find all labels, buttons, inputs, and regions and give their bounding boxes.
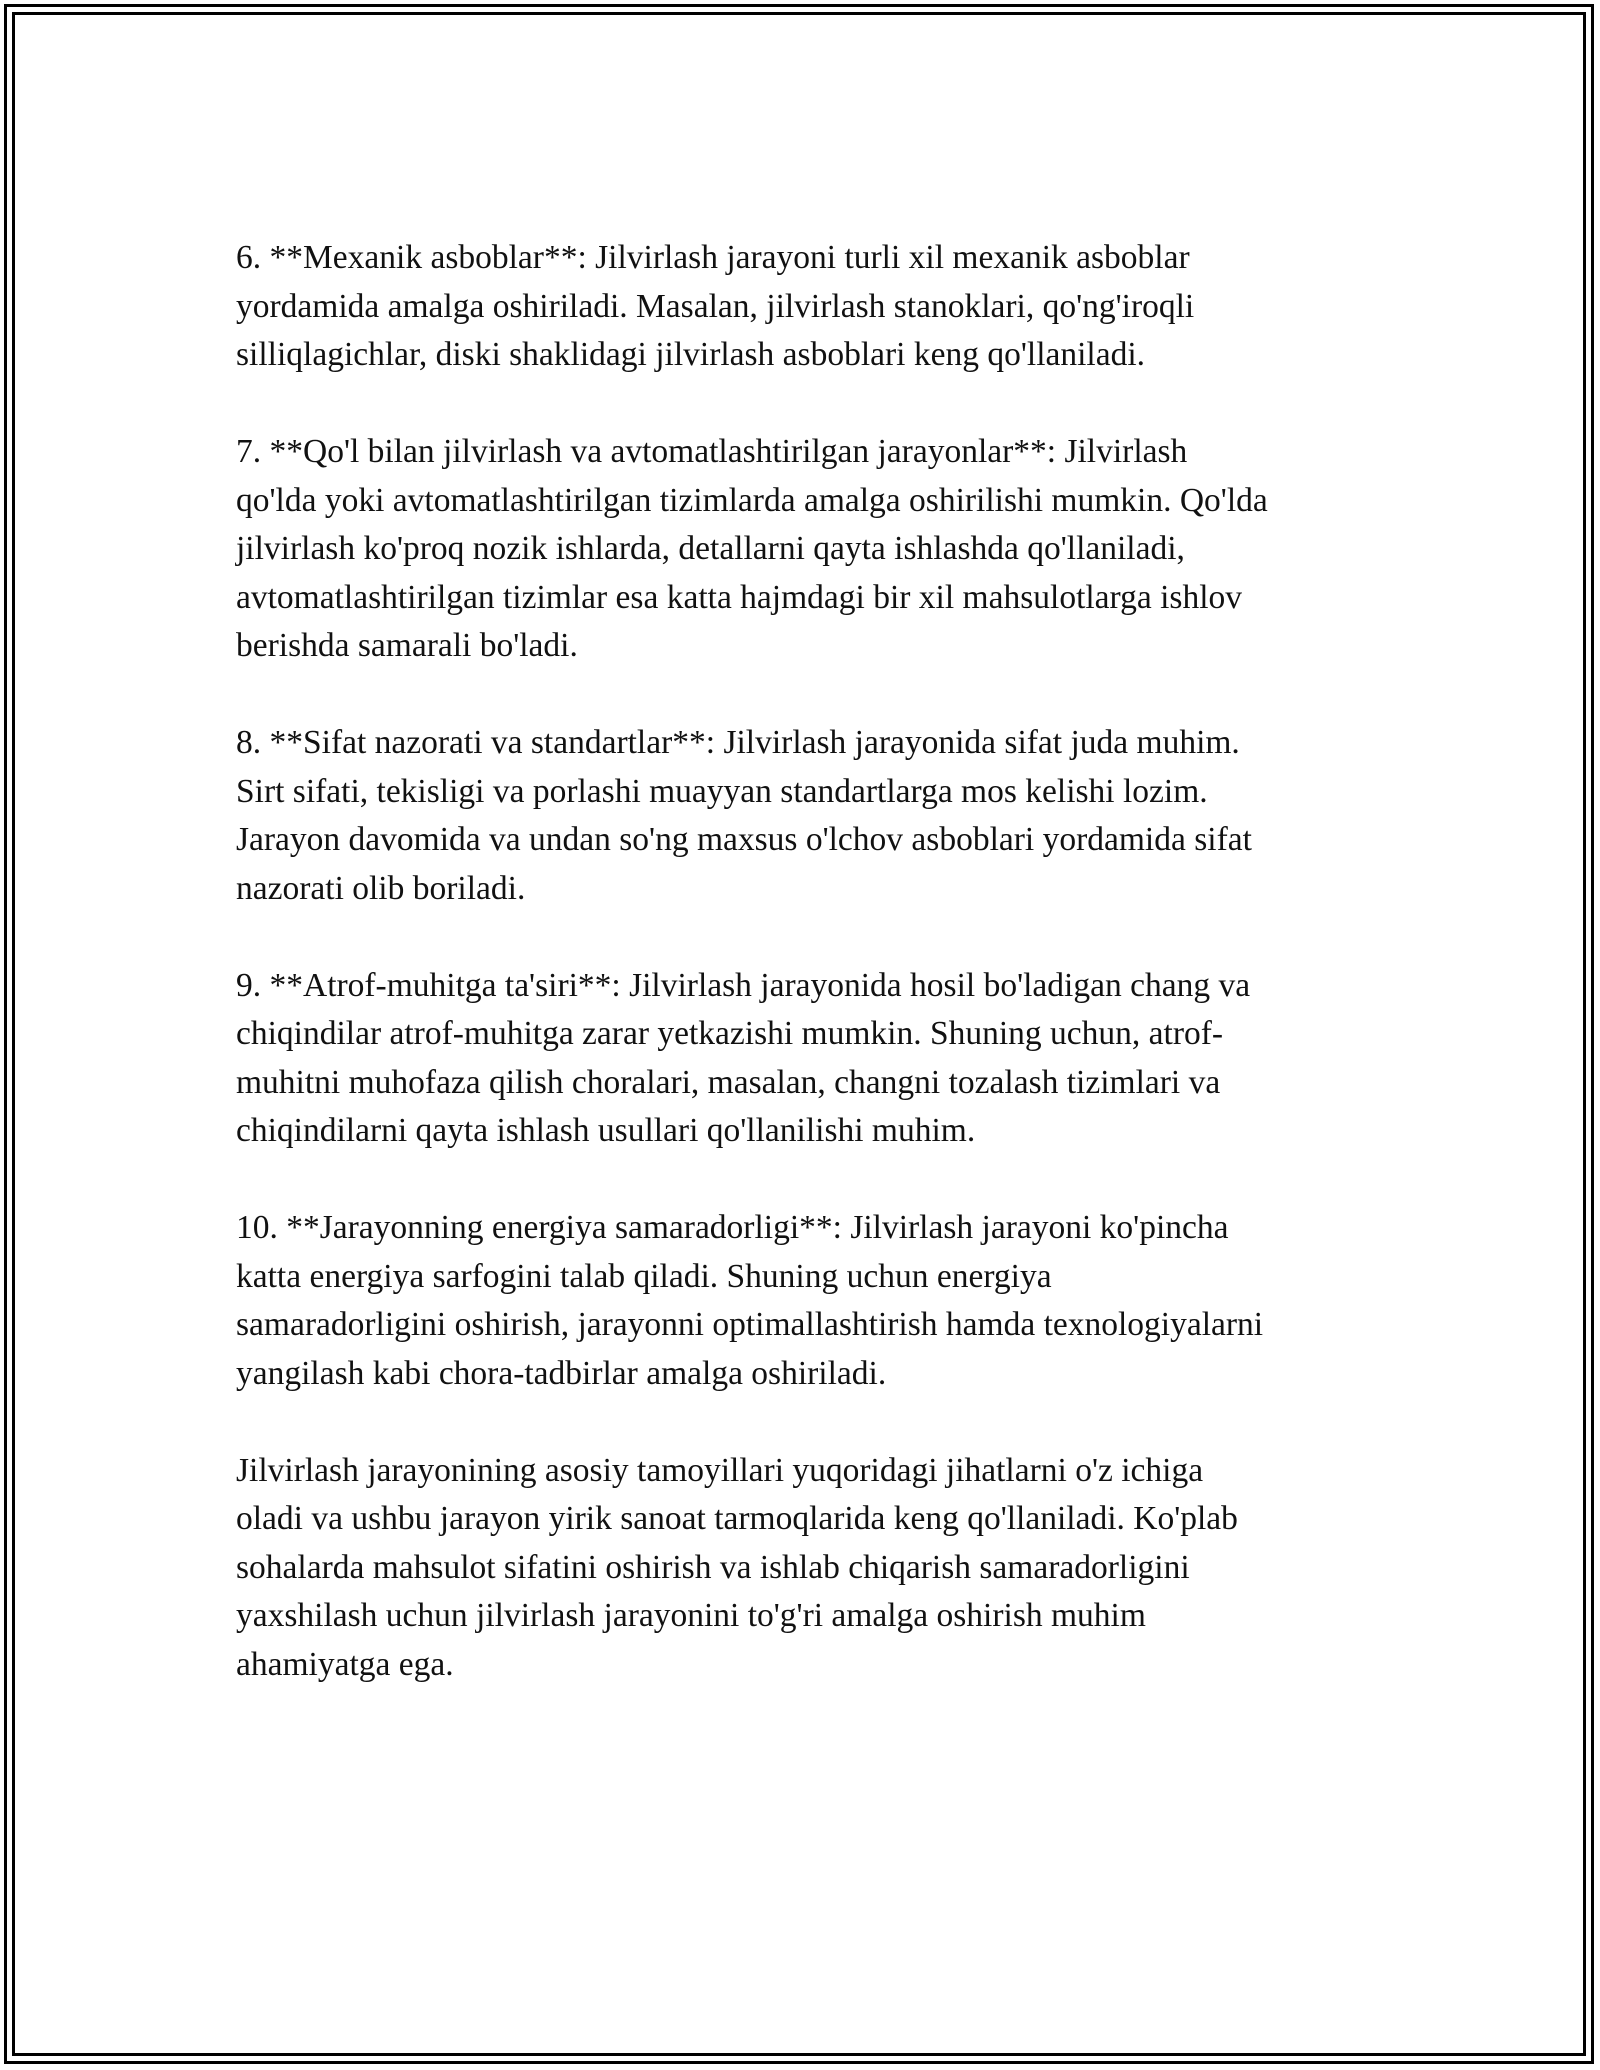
- document-body: [236, 234, 1366, 1738]
- text-line: qo'lda yoki avtomatlashtirilgan tizimlarda amalga oshirilishi mumkin. Qo'lda: [236, 481, 1268, 519]
- paragraph-sifat-nazorati: [236, 719, 1366, 913]
- text-line: yordamida amalga oshiriladi. Masalan, jilvirlash stanoklari, qo'ng'iroqli: [236, 287, 1195, 325]
- text-line: chiqindilar atrof-muhitga zarar yetkazishi mumkin. Shuning uchun, atrof-: [236, 1015, 1224, 1052]
- text-line: Jarayon davomida va undan so'ng maxsus o'lchov asboblari yordamida sifat: [236, 821, 1252, 858]
- text-line: nazorati olib boriladi.: [236, 869, 526, 907]
- text-line: berishda samarali bo'ladi.: [236, 627, 578, 664]
- text-line: 9. **Atrof-muhitga ta'siri**: Jilvirlash jarayonida hosil bo'ladigan chang va: [236, 966, 1251, 1004]
- paragraph-energiya-samaradorligi: [236, 1204, 1366, 1398]
- text-line: Jilvirlash jarayonining asosiy tamoyillari yuqoridagi jihatlarni o'z ichiga: [236, 1451, 1204, 1489]
- paragraph-mexanik-asboblar: [236, 234, 1366, 380]
- text-line: sohalarda mahsulot sifatini oshirish va ishlab chiqarish samaradorligini: [236, 1548, 1190, 1586]
- text-line: 7. **Qo'l bilan jilvirlash va avtomatlashtirilgan jarayonlar**: Jilvirlash: [236, 433, 1188, 470]
- text-line: chiqindilarni qayta ishlash usullari qo'llanilishi muhim.: [236, 1112, 976, 1149]
- text-line: Sirt sifati, tekisligi va porlashi muayyan standartlarga mos kelishi lozim.: [236, 772, 1208, 810]
- paragraph-atrof-muhit: [236, 962, 1366, 1156]
- text-line: katta energiya sarfogini talab qiladi. Shuning uchun energiya: [236, 1257, 1052, 1295]
- text-line: yangilash kabi chora-tadbirlar amalga oshiriladi.: [236, 1354, 887, 1392]
- paragraph-qol-bilan-jilvirlash: [236, 428, 1366, 671]
- text-line: avtomatlashtirilgan tizimlar esa katta hajmdagi bir xil mahsulotlarga ishlov: [236, 578, 1242, 616]
- text-line: 6. **Mexanik asboblar**: Jilvirlash jarayoni turli xil mexanik asboblar: [236, 239, 1190, 276]
- text-line: oladi va ushbu jarayon yirik sanoat tarmoqlarida keng qo'llaniladi. Ko'plab: [236, 1500, 1238, 1537]
- text-line: jilvirlash ko'proq nozik ishlarda, detallarni qayta ishlashda qo'llaniladi,: [236, 530, 1185, 567]
- text-line: ahamiyatga ega.: [236, 1645, 454, 1683]
- text-line: yaxshilash uchun jilvirlash jarayonini to'g'ri amalga oshirish muhim: [236, 1597, 1146, 1634]
- paragraph-conclusion: [236, 1447, 1366, 1690]
- text-line: muhitni muhofaza qilish choralari, masalan, changni tozalash tizimlari va: [236, 1063, 1221, 1101]
- text-line: samaradorligini oshirish, jarayonni optimallashtirish hamda texnologiyalarni: [236, 1306, 1264, 1343]
- text-line: 8. **Sifat nazorati va standartlar**: Jilvirlash jarayonida sifat juda muhim.: [236, 724, 1240, 761]
- text-line: 10. **Jarayonning energiya samaradorligi**: Jilvirlash jarayoni ko'pincha: [236, 1209, 1229, 1246]
- text-line: silliqlagichlar, diski shaklidagi jilvirlash asboblari keng qo'llaniladi.: [236, 336, 1146, 373]
